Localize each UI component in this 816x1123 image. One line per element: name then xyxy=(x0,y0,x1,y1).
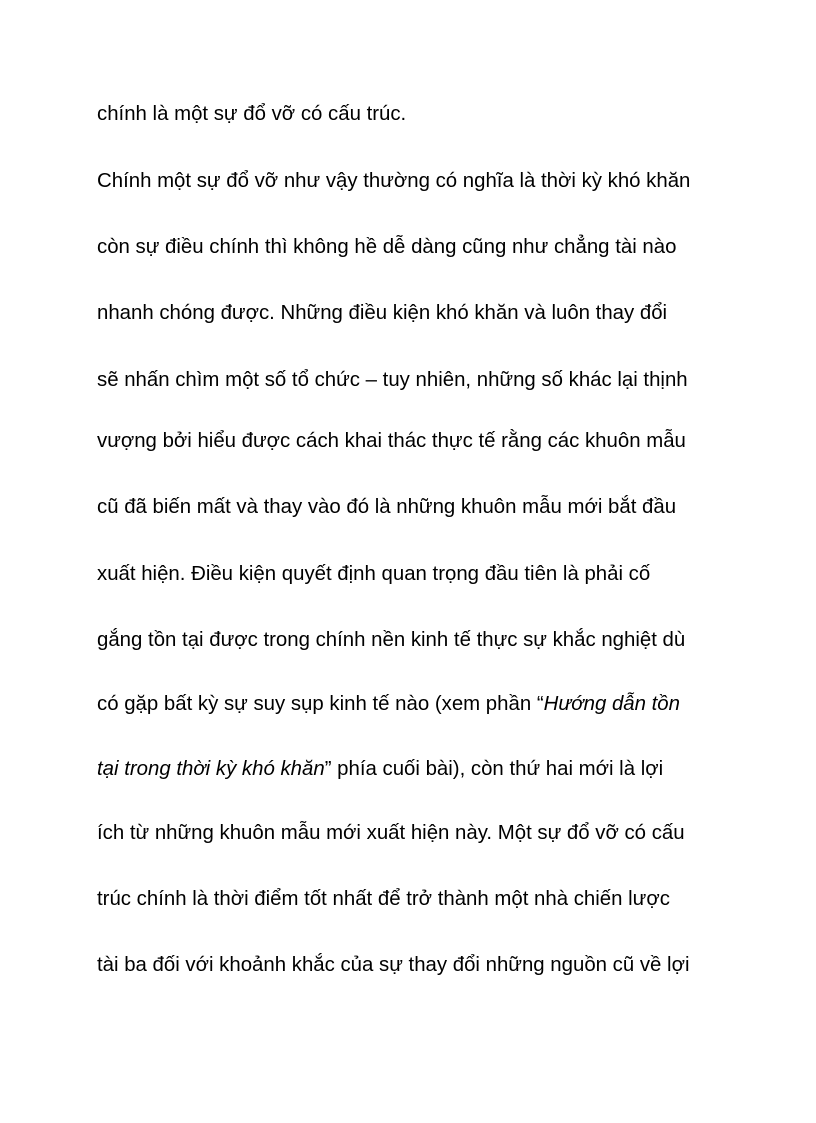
text-segment: ” phía cuối bài), còn thứ hai mới là lợi xyxy=(324,758,664,780)
text-line: cũ đã biến mất và thay vào đó là những khuôn mẫu mới bắt đầu xyxy=(97,496,677,518)
text-line: trúc chính là thời điểm tốt nhất để trở thành một nhà chiến lược xyxy=(97,888,670,910)
text-line: xuất hiện. Điều kiện quyết định quan trọng đầu tiên là phải cố xyxy=(97,563,651,585)
text-line: vượng bởi hiểu được cách khai thác thực tế rằng các khuôn mẫu xyxy=(97,430,686,452)
text-line xyxy=(97,756,663,782)
italic-text-segment: Hướng dẫn tồn xyxy=(543,693,680,715)
text-line xyxy=(97,691,680,717)
text-line: gắng tồn tại được trong chính nền kinh tế thực sự khắc nghiệt dù xyxy=(97,629,686,651)
text-segment: có gặp bất kỳ sự suy sụp kinh tế nào (xem phần “ xyxy=(97,693,544,715)
text-line: sẽ nhấn chìm một số tổ chức – tuy nhiên, những số khác lại thịnh xyxy=(97,369,688,391)
text-line: chính là một sự đổ vỡ có cấu trúc. xyxy=(97,103,407,125)
text-line: ích từ những khuôn mẫu mới xuất hiện này. Một sự đổ vỡ có cấu xyxy=(97,822,685,844)
text-line: tài ba đối với khoảnh khắc của sự thay đổi những nguồn cũ về lợi xyxy=(97,954,690,976)
text-line: nhanh chóng được. Những điều kiện khó khăn và luôn thay đổi xyxy=(97,302,668,324)
text-line: Chính một sự đổ vỡ như vậy thường có nghĩa là thời kỳ khó khăn xyxy=(97,170,691,192)
text-line: còn sự điều chính thì không hề dễ dàng cũng như chẳng tài nào xyxy=(97,236,677,258)
italic-text-segment: tại trong thời kỳ khó khăn xyxy=(97,758,325,780)
